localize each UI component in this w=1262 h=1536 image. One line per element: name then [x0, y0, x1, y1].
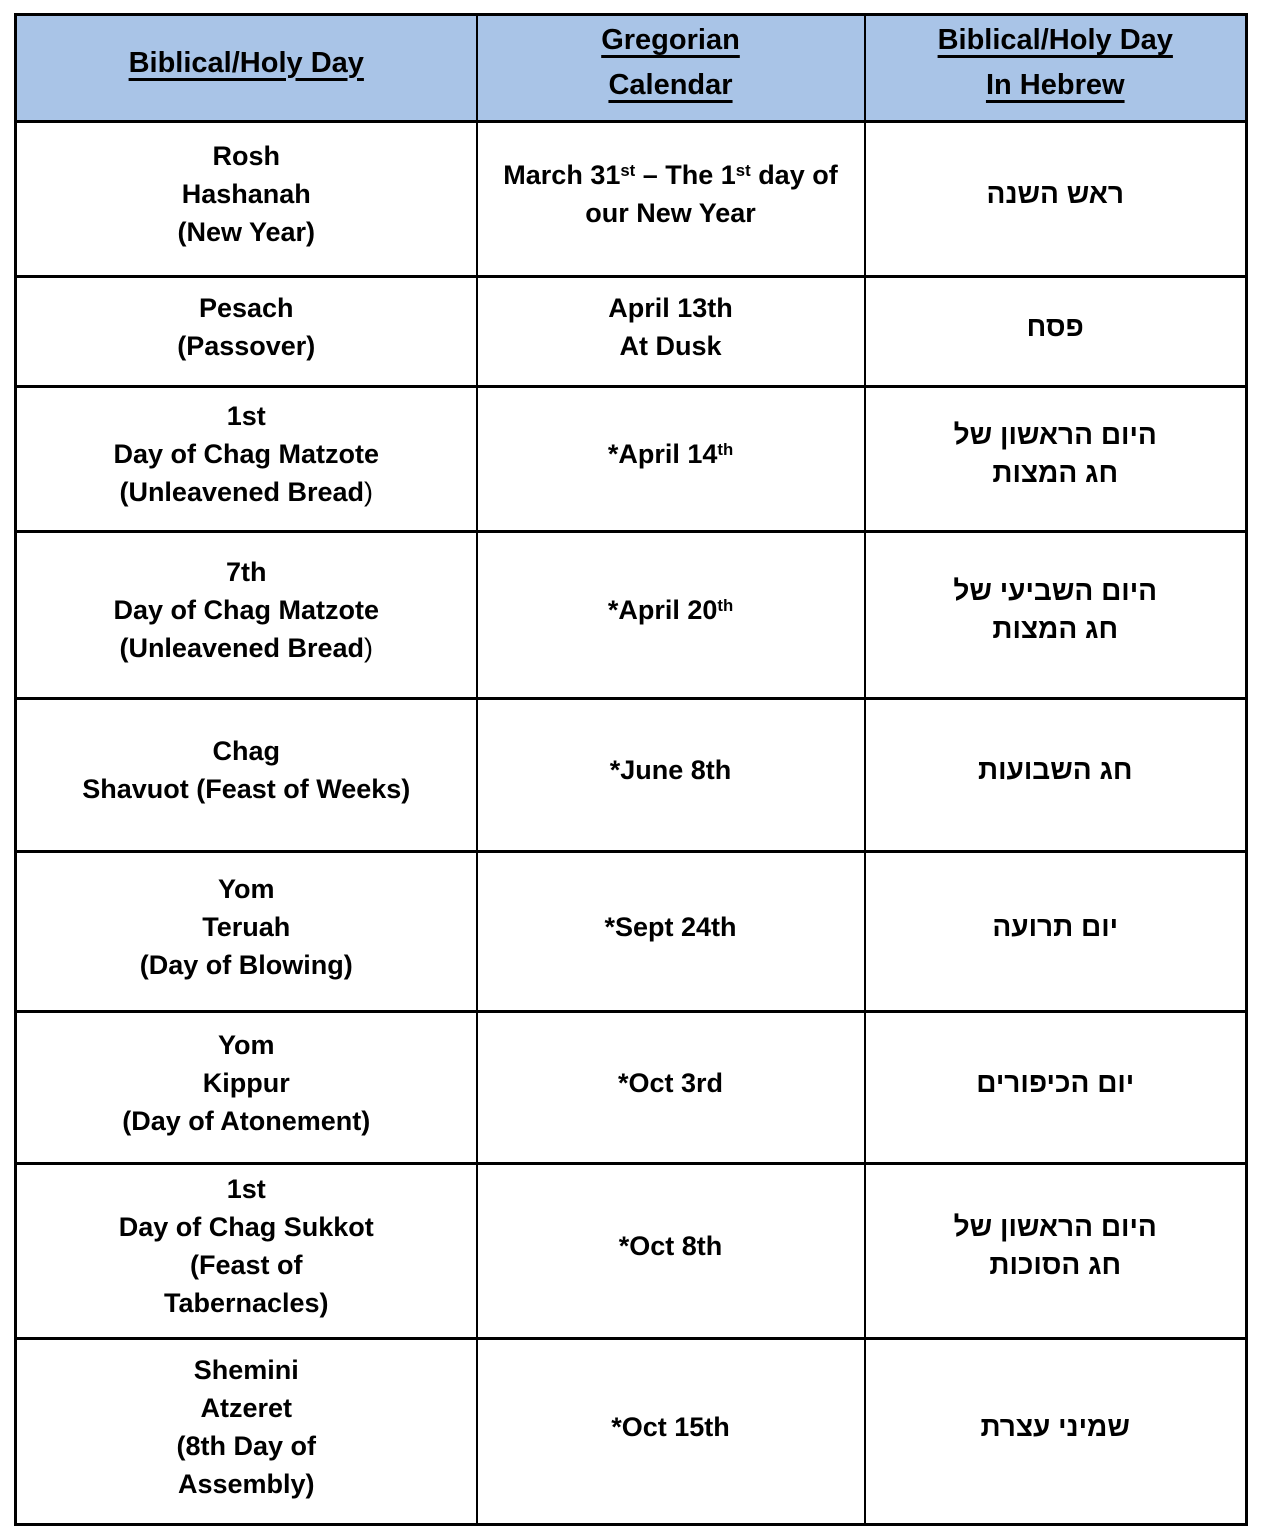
hebrew-name-line: היום השביעי של [953, 575, 1158, 606]
gregorian-date-cell [477, 1164, 865, 1339]
gregorian-date-cell [477, 122, 865, 277]
holy-day-line: (Day of Atonement) [122, 1105, 371, 1136]
gregorian-date-cell [477, 1339, 865, 1525]
header-line: In Hebrew [985, 69, 1125, 101]
holy-day-line: Teruah [202, 911, 291, 942]
gregorian-date-cell [477, 277, 865, 387]
holy-day-line: 1st [226, 1174, 266, 1204]
gregorian-date-line: *June 8th [609, 755, 732, 785]
holy-days-table [14, 13, 1248, 1526]
hebrew-name-cell [865, 699, 1247, 852]
gregorian-date-line: *April 20th [607, 595, 734, 625]
header-line: Biblical/Holy Day [937, 24, 1173, 56]
hebrew-name-line: ראש השנה [986, 178, 1124, 209]
holy-day-line: Day of Chag Matzote [113, 439, 380, 469]
header-row [16, 15, 1247, 122]
holy-day-line: Shemini [193, 1354, 299, 1385]
holy-day-line: (Day of Blowing) [139, 949, 353, 980]
hebrew-name-cell [865, 1339, 1247, 1525]
gregorian-date-line: April 13th [608, 292, 733, 323]
hebrew-name-line: שמיני עצרת [980, 1410, 1130, 1442]
gregorian-date-cell [477, 387, 865, 532]
table-row [16, 387, 1247, 532]
header-col-gregorian-calendar [477, 15, 865, 122]
gregorian-date-line: *Oct 8th [618, 1231, 723, 1261]
table-header [16, 15, 1247, 122]
hebrew-name-line: חג השבועות [978, 754, 1133, 785]
gregorian-date-cell [477, 532, 865, 699]
table-row [16, 277, 1247, 387]
holy-day-line: Atzeret [200, 1392, 293, 1423]
hebrew-name-line: פסח [1026, 310, 1084, 342]
holy-day-line: (New Year) [177, 217, 316, 247]
holy-day-cell [16, 699, 477, 852]
hebrew-name-cell [865, 1012, 1247, 1164]
holy-day-cell [16, 852, 477, 1012]
holy-day-line: Day of Chag Matzote [113, 595, 380, 625]
holy-day-cell [16, 122, 477, 277]
holy-day-cell [16, 387, 477, 532]
table-row [16, 1339, 1247, 1525]
hebrew-name-line: היום הראשון של [953, 1211, 1157, 1242]
gregorian-date-cell [477, 699, 865, 852]
holy-day-line: (Feast of [189, 1250, 303, 1280]
holy-day-line: 7th [226, 557, 267, 587]
table-row [16, 122, 1247, 277]
holy-day-line: (Unleavened Bread) [119, 477, 374, 507]
header-col-hebrew-name [865, 15, 1247, 122]
hebrew-name-line: יום הכיפורים [976, 1066, 1135, 1098]
holy-day-line: Day of Chag Sukkot [118, 1212, 374, 1242]
holy-day-line: Rosh [212, 141, 280, 171]
hebrew-name-cell [865, 852, 1247, 1012]
holy-day-line: 1st [226, 401, 266, 431]
hebrew-name-cell [865, 387, 1247, 532]
table-row [16, 852, 1247, 1012]
table-row [16, 699, 1247, 852]
holy-day-line: Assembly) [177, 1468, 315, 1499]
gregorian-date-line: our New Year [585, 198, 756, 228]
table-body [16, 122, 1247, 1525]
gregorian-date-line: *Oct 15th [611, 1411, 730, 1442]
gregorian-date-line: March 31st – The 1st day of [503, 160, 838, 190]
holy-day-line: Shavuot (Feast of Weeks) [82, 774, 411, 804]
table-row [16, 532, 1247, 699]
holy-day-line: Pesach [198, 292, 294, 323]
header-col-holy-day [16, 15, 477, 122]
hebrew-name-cell [865, 277, 1247, 387]
holy-day-cell [16, 1164, 477, 1339]
gregorian-date-line: *Oct 3rd [617, 1067, 724, 1098]
hebrew-name-cell [865, 532, 1247, 699]
table-row [16, 1012, 1247, 1164]
holy-day-cell [16, 1012, 477, 1164]
holy-day-line: (Passover) [177, 330, 316, 361]
header-line: Calendar [608, 69, 733, 101]
holy-day-cell [16, 1339, 477, 1525]
hebrew-name-line: יום תרועה [992, 910, 1119, 942]
hebrew-name-line: חג הסוכות [989, 1249, 1122, 1280]
holy-day-line: (8th Day of [176, 1430, 316, 1461]
hebrew-name-cell [865, 1164, 1247, 1339]
hebrew-name-cell [865, 122, 1247, 277]
holy-day-line: (Unleavened Bread) [119, 633, 374, 663]
hebrew-name-line: היום הראשון של [953, 419, 1157, 450]
hebrew-name-line: חג המצות [992, 457, 1119, 488]
holy-day-line: Yom [217, 1029, 275, 1060]
gregorian-date-line: *Sept 24th [604, 911, 737, 942]
hebrew-name-line: חג המצות [992, 613, 1119, 644]
holy-day-line: Kippur [202, 1067, 290, 1098]
holy-day-line: Tabernacles) [163, 1288, 329, 1318]
gregorian-date-line: At Dusk [619, 330, 722, 361]
header-line: Biblical/Holy Day [128, 46, 364, 79]
gregorian-date-cell [477, 852, 865, 1012]
table-row [16, 1164, 1247, 1339]
gregorian-date-cell [477, 1012, 865, 1164]
holy-day-cell [16, 277, 477, 387]
holy-day-line: Yom [217, 873, 275, 904]
header-line: Gregorian [601, 24, 740, 56]
holy-day-line: Hashanah [181, 179, 311, 209]
holy-day-line: Chag [212, 736, 280, 766]
gregorian-date-line: *April 14th [607, 439, 734, 469]
holy-day-cell [16, 532, 477, 699]
